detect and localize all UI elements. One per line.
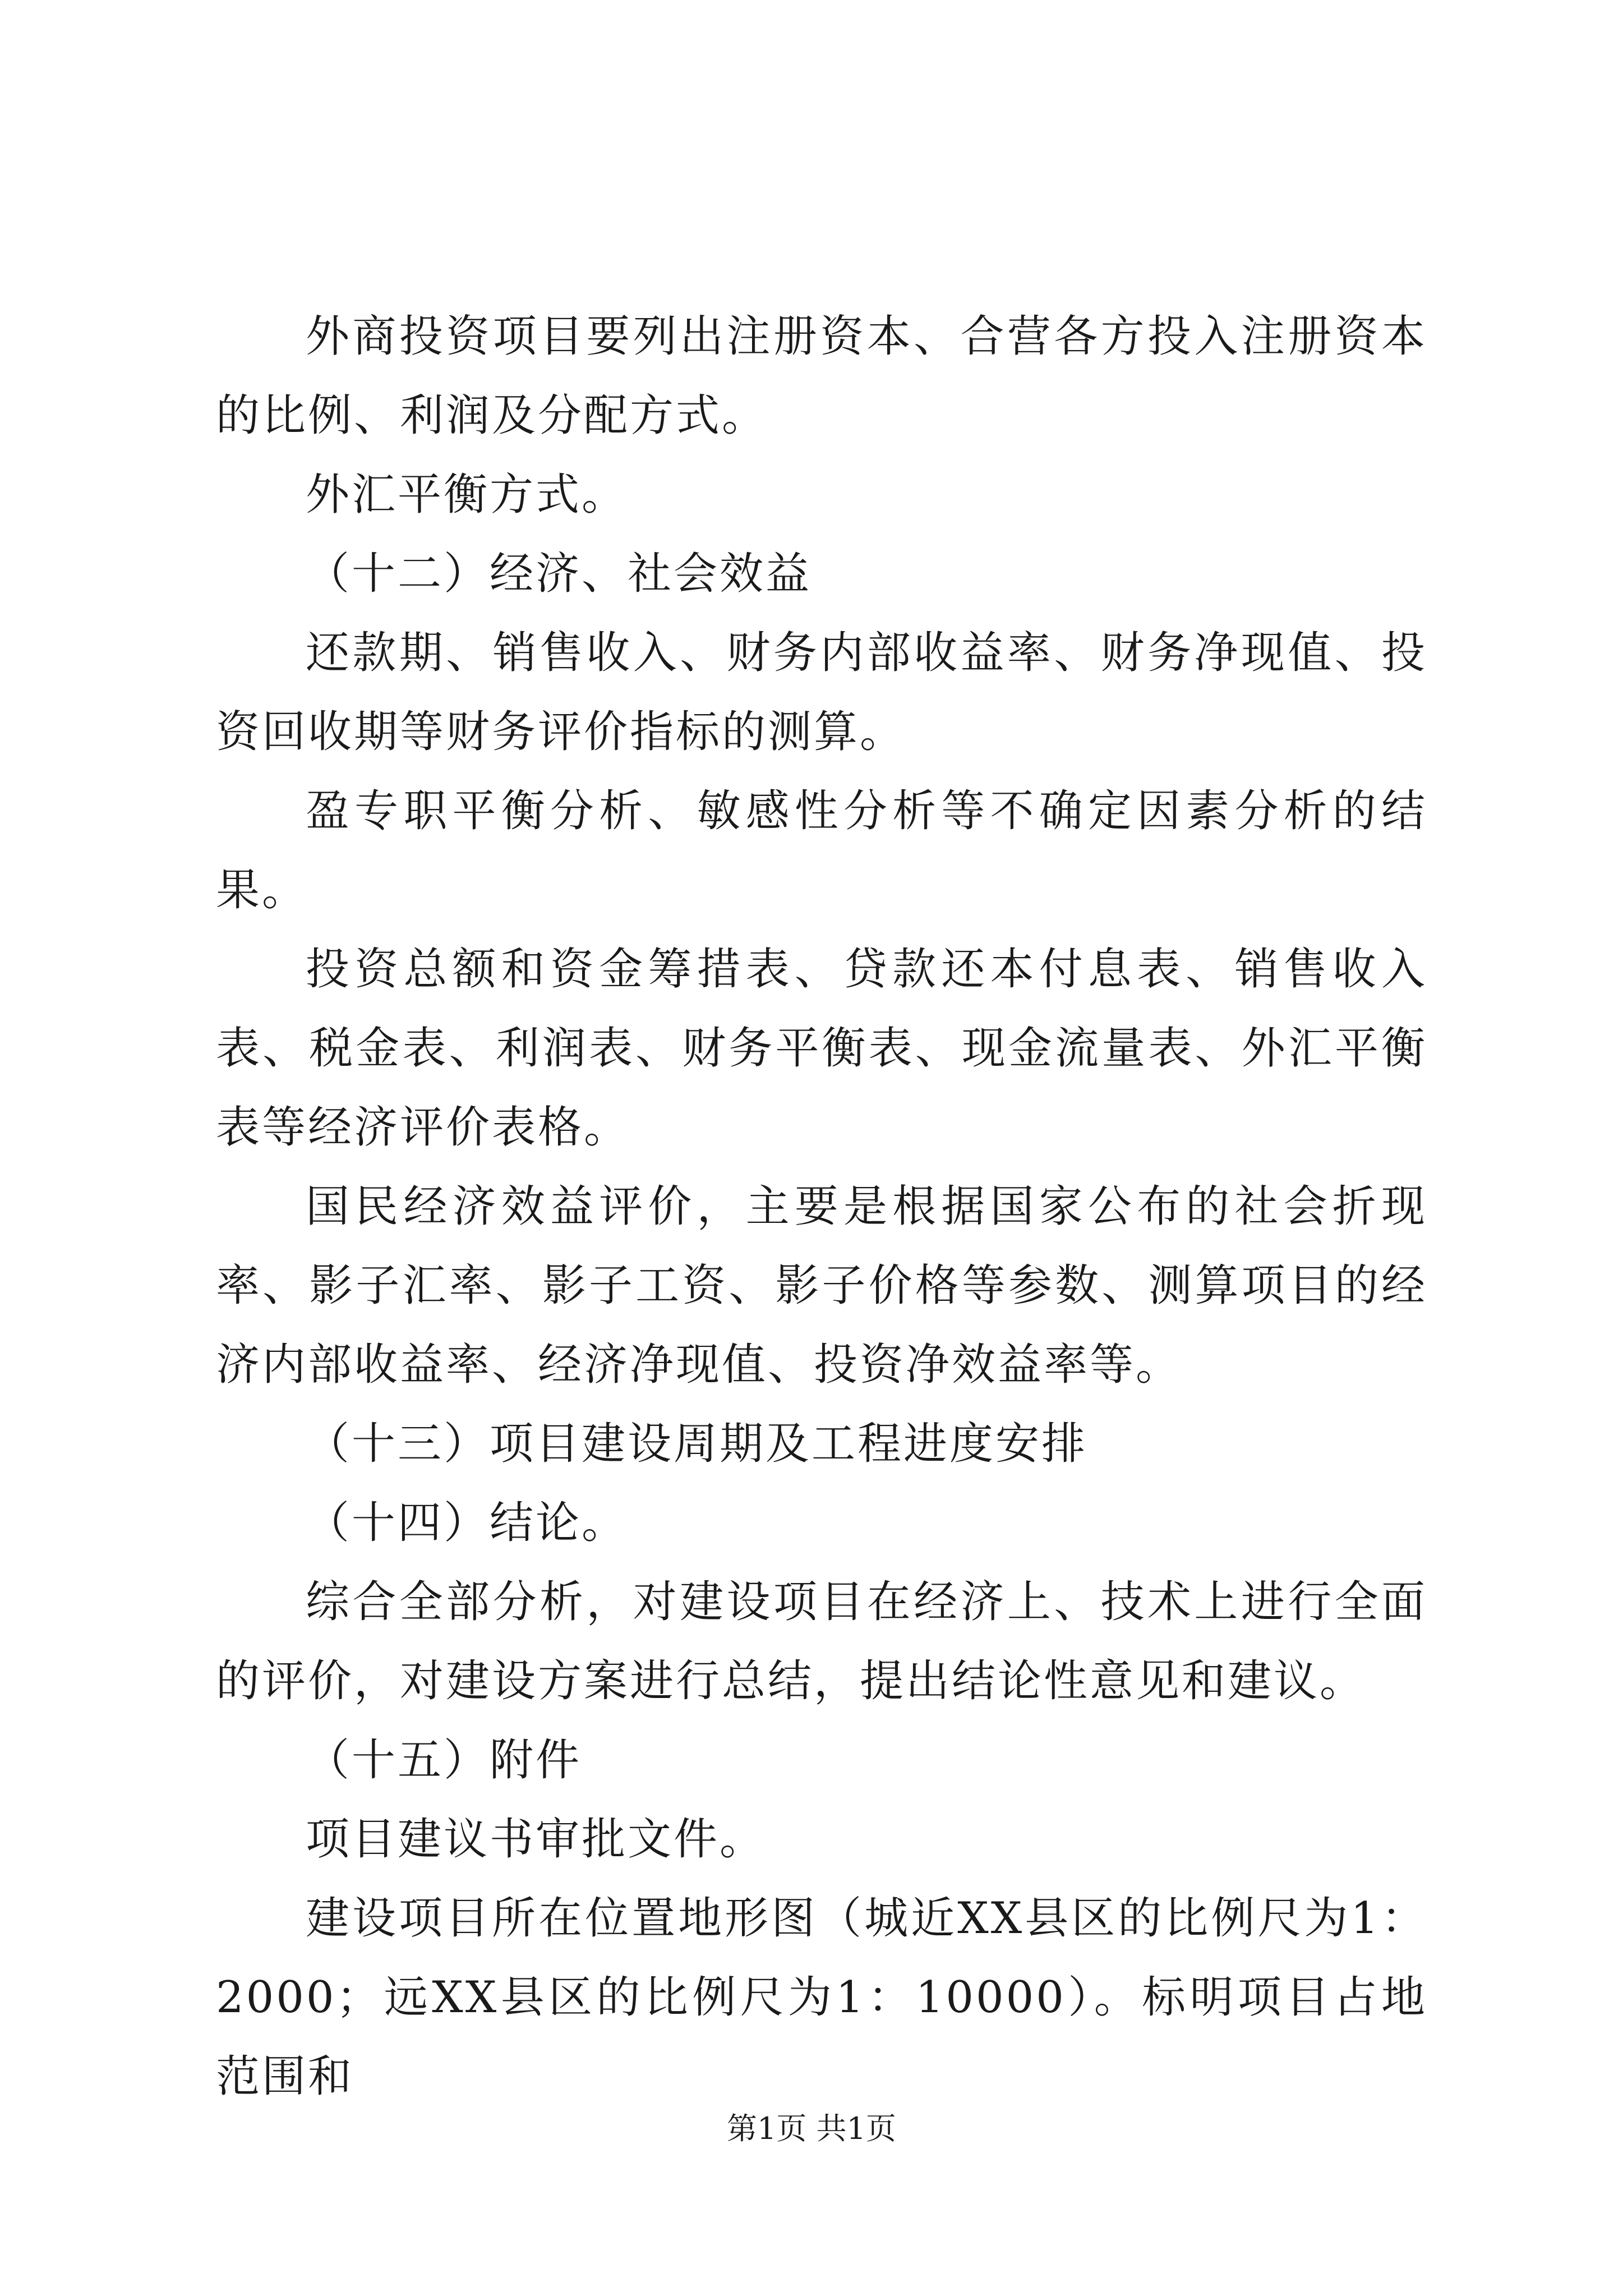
section-heading: （十四）结论。 bbox=[306, 1498, 628, 1548]
paragraph: 盈专职平衡分析、敏感性分析等不确定因素分析的结果。 bbox=[216, 786, 1427, 915]
paragraph: 项目建议书审批文件。 bbox=[306, 1814, 766, 1865]
section-heading: （十五）附件 bbox=[306, 1735, 582, 1786]
document-body bbox=[216, 297, 1427, 2116]
paragraph: 国民经济效益评价，主要是根据国家公布的社会折现率、影子汇率、影子工资、影子价格等参数、测算项目的经济内部收益率、经济净现值、投资净效益率等。 bbox=[216, 1181, 1427, 1390]
paragraph: 外汇平衡方式。 bbox=[306, 470, 628, 520]
paragraph: 综合全部分析，对建设项目在经济上、技术上进行全面的评价，对建设方案进行总结，提出结论性意见和建议。 bbox=[216, 1577, 1427, 1706]
paragraph: 投资总额和资金筹措表、贷款还本付息表、销售收入表、税金表、利润表、财务平衡表、现金流量表、外汇平衡表等经济评价表格。 bbox=[216, 944, 1427, 1153]
paragraph: 外商投资项目要列出注册资本、合营各方投入注册资本的比例、利润及分配方式。 bbox=[216, 311, 1427, 441]
section-heading: （十二）经济、社会效益 bbox=[306, 549, 812, 599]
section-heading: （十三）项目建设周期及工程进度安排 bbox=[306, 1419, 1088, 1469]
page-footer bbox=[0, 2109, 1623, 2148]
page-number-label: 第1页 共1页 bbox=[727, 2111, 896, 2146]
paragraph: 建设项目所在位置地形图（城近XX县区的比例尺为1：2000；远XX县区的比例尺为1：10000）。标明项目占地范围和 bbox=[216, 1893, 1427, 2102]
paragraph: 还款期、销售收入、财务内部收益率、财务净现值、投资回收期等财务评价指标的测算。 bbox=[216, 628, 1427, 757]
